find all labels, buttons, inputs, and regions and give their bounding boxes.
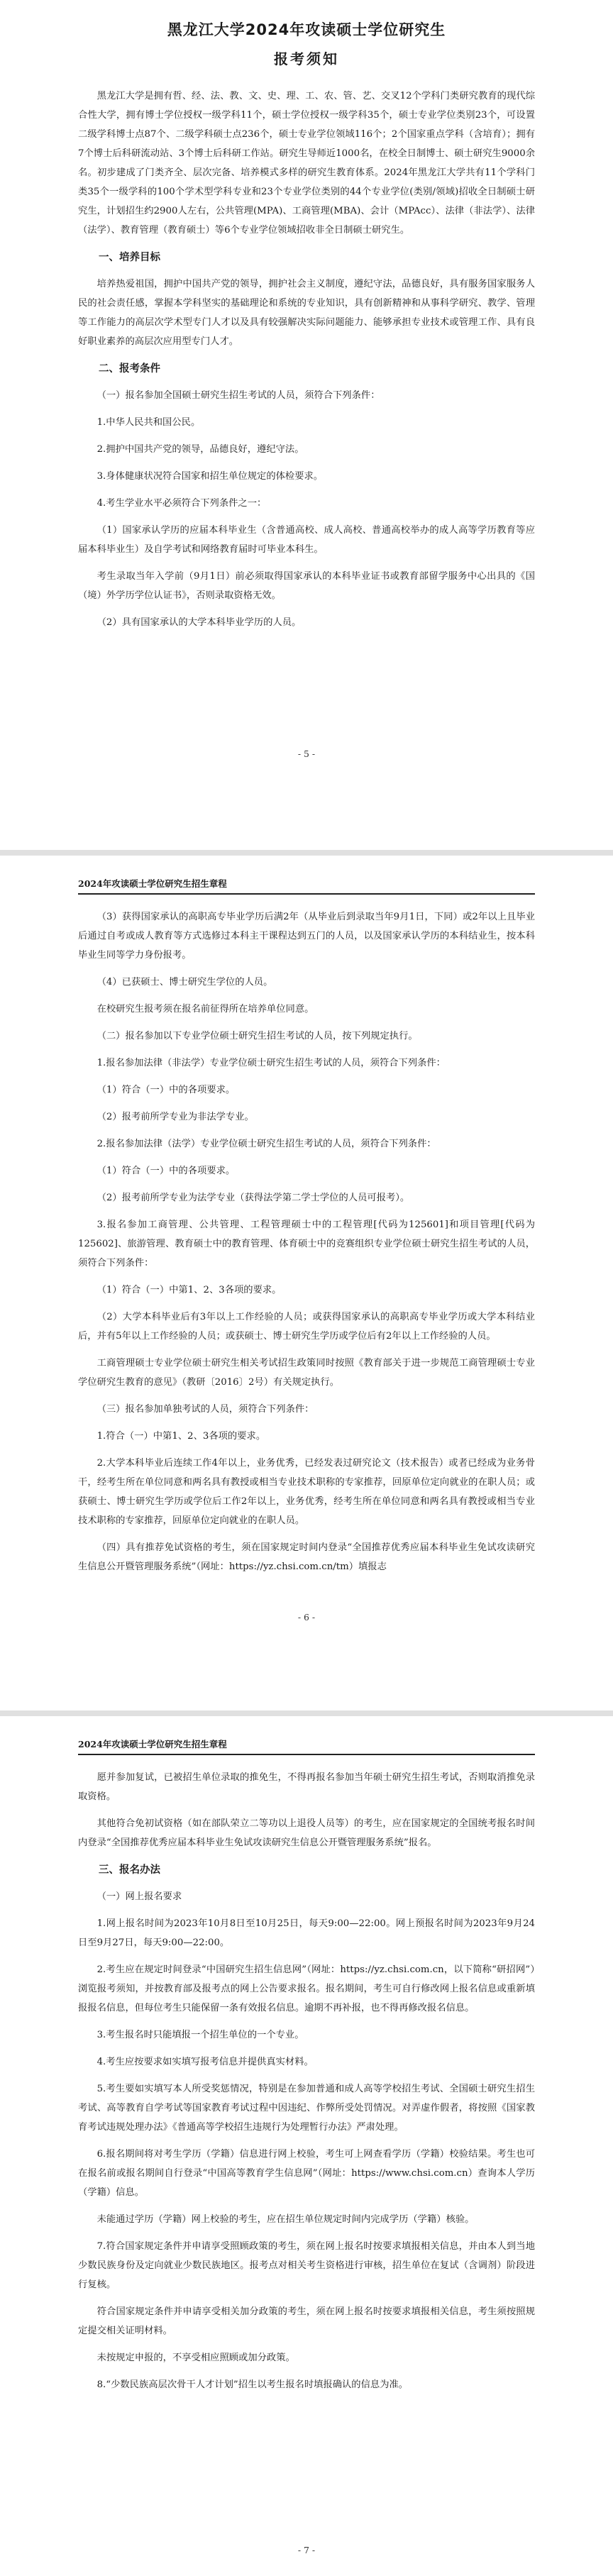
paragraph: 1.符合（一）中第1、2、3各项的要求。 [96,1431,266,1442]
paragraph: （三）报名参加单独考试的人员，须符合下列条件： [96,1404,314,1415]
page-number: - 7 - [297,2545,316,2555]
paragraph: 符合国家规定条件并申请享受相关加分政策的考生，须在网上报名时按要求填报相关信息，考生须按照规定提交相关证明材料。 [78,2306,535,2336]
paragraph: （2）报考前所学专业为法学专业（获得法学第二学士学位的人员可报考）。 [96,1193,410,1203]
paragraph: （3）获得国家承认的高职高专毕业学历后满2年（从毕业后到录取当年9月1日，下同）或2年以上且毕业后通过自考或成人教育等方式选修过本科主干课程达到五门的人员，以及国家承认学历的本科结业生，按本科毕业生同等学力身份报考。 [78,912,535,961]
paragraph: 2.考生应在规定时间登录“中国研究生招生信息网”（网址：https://yz.chsi.com.cn，以下简称“研招网”）浏览报考须知，并按教育部及报考点的网上公告要求报名。报名期间，考生可自行修改网上报名信息或重新填报报名信息，但每位考生只能保留一条有效报名信息。逾期不再补报，也不得再修改报名信息。 [78,1964,535,2013]
paragraph: 7.符合国家规定条件并申请享受照顾政策的考生，须在网上报名时按要求填报相关信息，并由本人到当地少数民族身份及定向就业少数民族地区。报考点对相关考生资格进行审核，招生单位在复试（含调剂）阶段进行复核。 [78,2241,535,2290]
paragraph: （1）符合（一）中第1、2、3各项的要求。 [96,1285,282,1295]
page-number: - 5 - [297,748,316,759]
page-separator [0,1710,613,1716]
document-page-5 [0,0,613,850]
running-header: 2024年攻读硕士学位研究生招生章程 [78,877,535,895]
paragraph: （4）已获硕士、博士研究生学位的人员。 [96,977,273,988]
section-heading: 三、报名办法 [99,1864,160,1876]
paragraph: 黑龙江大学是拥有哲、经、法、教、文、史、理、工、农、管、艺、交叉12个学科门类研究教育的现代综合性大学，拥有博士学位授权一级学科11个，硕士学位授权一级学科35个，硕士专业学位类别23个，可设置二级学科博士点87个、二级学科硕士点236个，硕士专业学位领域116个；2个国家重点学科（含培育）；拥有7个博士后科研流动站、3个博士后科研工作站。研究生导师近1000名，在校全日制博士、硕士研究生9000余名。初步建成了门类齐全、层次完备、培养模式多样的研究生教育体系。2024年黑龙江大学共有11个学科门类35个一级学科的100个学术型学科专业和23个专业学位类别的44个专业学位(类别/领域)招收全日制硕士研究生，计划招生约2900人左右，公共管理(MPA)、工商管理(MBA)、会计（MPAcc）、法律（非法学）、法律（法学）、教育管理（教育硕士）等6个专业学位领域招收非全日制硕士研究生。 [78,91,535,236]
section-heading: 一、培养目标 [99,252,160,263]
paragraph: （二）报名参加以下专业学位硕士研究生招生考试的人员，按下列规定执行。 [96,1031,418,1041]
paragraph: 考生录取当年入学前（9月1日）前必须取得国家承认的本科毕业证书或教育部留学服务中心出具的《国（境）外学历学位认证书》，否则录取资格无效。 [78,571,535,601]
page-number: - 6 - [297,1612,316,1623]
paragraph: 4.考生学业水平必须符合下列条件之一： [96,498,267,509]
paragraph: 未按规定申报的，不享受相应照顾或加分政策。 [96,2353,295,2363]
paragraph: 3.考生报名时只能填报一个招生单位的一个专业。 [96,2030,304,2040]
paragraph: （1）国家承认学历的应届本科毕业生（含普通高校、成人高校、普通高校举办的成人高等学历教育等应届本科毕业生）及自学考试和网络教育届时可毕业本科生。 [78,525,535,555]
paragraph: 4.考生应按要求如实填写报考信息并提供真实材料。 [96,2057,314,2067]
paragraph: 2.大学本科毕业后连续工作4年以上，业务优秀，已经发表过研究论文（技术报告）或者已经成为业务骨干，经考生所在单位同意和两名具有教授或相当专业技术职称的专家推荐，回原单位定向就业的在职人员；或获硕士、博士研究生学历或学位后工作2年以上，业务优秀，经考生所在单位同意和两名具有教授或相当专业技术职称的专家推荐，回原单位定向就业的在职人员。 [78,1458,535,1526]
paragraph: （1）符合（一）中的各项要求。 [96,1085,236,1095]
paragraph: 3.报名参加工商管理、公共管理、工程管理硕士中的工程管理[代码为125601]和项目管理[代码为125602]、旅游管理、教育硕士中的教育管理、体育硕士中的竞赛组织专业学位硕士研究生招生考试的人员，须符合下列条件： [78,1220,535,1268]
page-content [78,87,535,632]
paragraph: （1）符合（一）中的各项要求。 [96,1166,236,1176]
paragraph: 未能通过学历（学籍）网上校验的考生，应在招生单位规定时间内完成学历（学籍）核验。 [96,2214,475,2225]
page-content [78,907,535,1576]
paragraph: 8.“少数民族高层次骨干人才计划”招生以考生报名时填报确认的信息为准。 [96,2379,409,2390]
paragraph: 6.报名期间将对考生学历（学籍）信息进行网上校验，考生可上网查看学历（学籍）校验结果。考生也可在报名前或报名期间自行登录“中国高等教育学生信息网”（网址：https://www.chsi.com.cn）查询本人学历（学籍）信息。 [78,2149,535,2198]
paragraph: 2.拥护中国共产党的领导，品德良好，遵纪守法。 [96,444,304,455]
document-title: 黑龙江大学2024年攻读硕士学位研究生 [167,21,446,38]
paragraph: 3.身体健康状况符合国家和招生单位规定的体检要求。 [96,471,324,482]
paragraph: （一）报名参加全国硕士研究生招生考试的人员，须符合下列条件： [96,390,380,401]
paragraph: （2）大学本科毕业后有3年以上工作经验的人员；或获得国家承认的高职高专毕业学历或大学本科结业后，并有5年以上工作经验的人员；或获硕士、博士研究生学历或学位后有2年以上工作经验的人员。 [78,1312,535,1342]
paragraph: 培养热爱祖国，拥护中国共产党的领导，拥护社会主义制度，遵纪守法，品德良好，具有服务国家服务人民的社会责任感，掌握本学科坚实的基础理论和系统的专业知识，具有创新精神和从事科学研究、教学、管理等工作能力的高层次学术型专门人才以及具有较强解决实际问题能力、能够承担专业技术或管理工作、具有良好职业素养的高层次应用型专门人才。 [78,279,535,347]
page-content [78,1768,535,2394]
paragraph: 5.考生要如实填写本人所受奖惩情况，特别是在参加普通和成人高等学校招生考试、全国硕士研究生招生考试、高等教育自学考试等国家教育考试过程中因违纪、作弊所受处罚情况。对弄虚作假者，将按照《国家教育考试违规处理办法》《普通高等学校招生违规行为处理暂行办法》严肃处理。 [78,2084,535,2133]
paragraph: （四）具有推荐免试资格的考生，须在国家规定时间内登录“全国推荐优秀应届本科毕业生免试攻读研究生信息公开暨管理服务系统”（网址：https://yz.chsi.com.cn/tm）填报志 [78,1542,535,1572]
paragraph: 工商管理硕士专业学位硕士研究生相关考试招生政策同时按照《教育部关于进一步规范工商管理硕士专业学位研究生教育的意见》（教研〔2016〕2号）有关规定执行。 [78,1358,535,1388]
paragraph: （2）报考前所学专业为非法学专业。 [96,1112,254,1122]
document-page-6 [0,856,613,1710]
paragraph: 在校研究生报考须在报名前征得所在培养单位同意。 [96,1004,314,1015]
running-header: 2024年攻读硕士学位研究生招生章程 [78,1737,535,1755]
paragraph: （2）具有国家承认的大学本科毕业学历的人员。 [96,617,302,628]
paragraph: 1.报名参加法律（非法学）专业学位硕士研究生招生考试的人员，须符合下列条件： [96,1058,446,1068]
paragraph: 1.网上报名时间为2023年10月8日至10月25日，每天9:00—22:00。网上预报名时间为2023年9月24日至9月27日，每天9:00—22:00。 [78,1918,535,1948]
paragraph: 其他符合免初试资格（如在部队荣立二等功以上退役人员等）的考生，应在国家规定的全国统考报名时间内登录“全国推荐优秀应届本科毕业生免试攻读研究生信息公开暨管理服务系统”报名。 [78,1818,535,1848]
document-page-7 [0,1716,613,2576]
section-heading: 二、报考条件 [99,363,160,375]
paragraph: 1.中华人民共和国公民。 [96,417,201,428]
page-separator [0,850,613,856]
paragraph: 2.报名参加法律（法学）专业学位硕士研究生招生考试的人员，须符合下列条件： [96,1139,436,1149]
paragraph: （一）网上报名要求 [96,1891,182,1902]
paragraph: 愿并参加复试，已被招生单位录取的推免生，不得再报名参加当年硕士研究生招生考试，否则取消推免录取资格。 [78,1772,535,1802]
document-subtitle: 报考须知 [274,50,339,67]
